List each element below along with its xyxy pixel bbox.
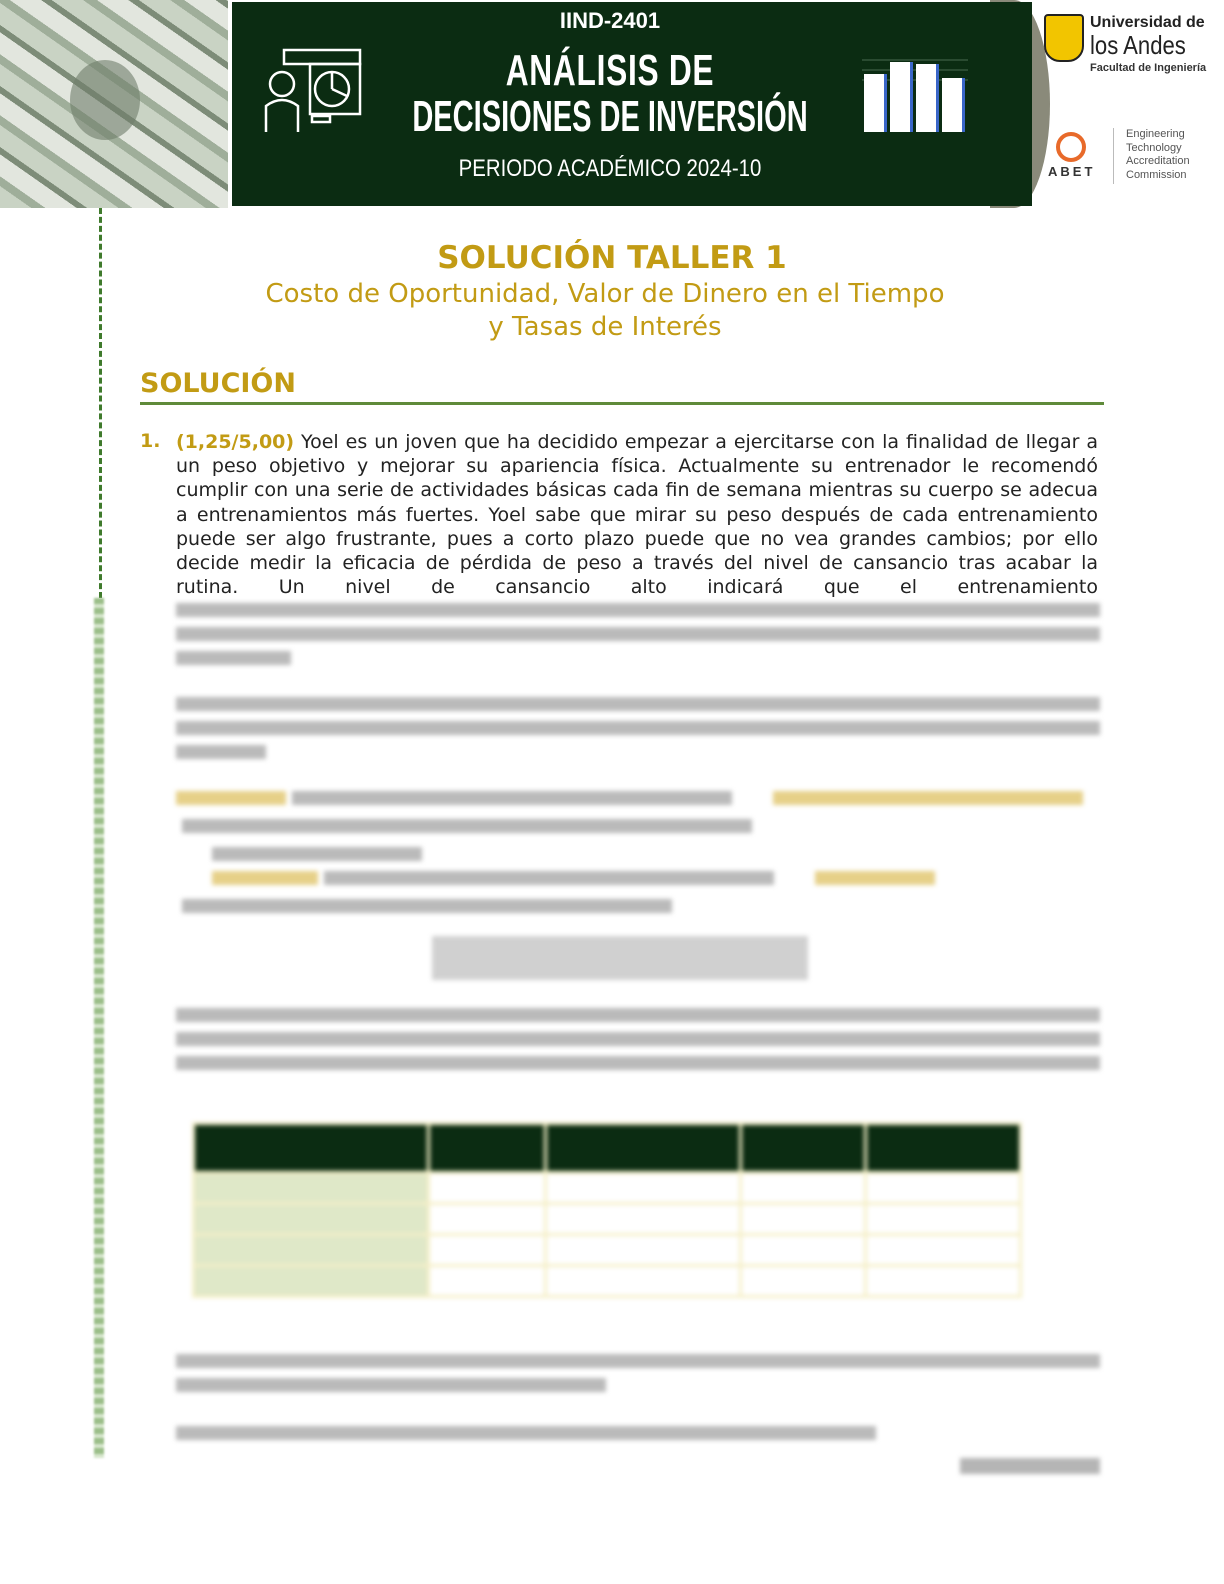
blurred-text	[176, 1354, 1100, 1450]
abet-line: Engineering	[1126, 128, 1185, 140]
blurred-table	[192, 1122, 1022, 1298]
logos	[1040, 0, 1224, 208]
document-subtitle: Costo de Oportunidad, Valor de Dinero en el Tiempo	[265, 279, 945, 309]
course-title-line1: ANÁLISIS DE	[505, 46, 715, 95]
faculty-name: Facultad de Ingeniería	[1090, 62, 1207, 74]
divider	[1113, 128, 1114, 184]
question-body: Yoel es un joven que ha decidido empezar a ejercitarse con la finalidad de llegar a un peso objetivo y mejorar su apariencia física. Actualmente su entrenador le recomendó cumplir con una serie de actividades básicas cada fin de semana mientras su cuerpo se adecua a entrenamientos más fuertes. Yoel sabe que mirar su peso después de cada entrenamiento puede ser algo frustrante, pues a corto plazo puede que no vea grandes cambios; por ello decide medir la eficacia de pérdida de peso a través del nivel de cansancio tras acabar la rutina. Un nivel de cansancio alto indicará que el entrenamiento	[176, 431, 1098, 599]
money-image	[0, 0, 228, 208]
abet-line: Commission	[1126, 168, 1187, 181]
margin-decoration	[94, 598, 104, 1458]
question-text	[176, 430, 1098, 599]
abet-ring-icon	[1056, 132, 1086, 162]
question-number: 1.	[140, 430, 161, 452]
blurred-equation	[432, 936, 808, 980]
question-points: (1,25/5,00)	[176, 431, 295, 453]
academic-period: PERIODO ACADÉMICO 2024-10	[458, 155, 762, 182]
blurred-page-number	[960, 1458, 1100, 1474]
abet-line: Accreditation	[1126, 155, 1190, 167]
presenter-icon	[262, 46, 372, 136]
course-title-line2: DECISIONES DE INVERSIÓN	[412, 92, 808, 141]
university-name-1: Universidad de	[1090, 14, 1205, 31]
document-subtitle: y Tasas de Interés	[488, 312, 722, 342]
uniandes-shield-icon	[1044, 14, 1084, 62]
abet-line: Technology	[1126, 141, 1182, 154]
abet-label: ABET	[1048, 164, 1096, 179]
document-title: SOLUCIÓN TALLER 1	[437, 240, 787, 276]
section-rule	[140, 402, 1104, 405]
blurred-text	[176, 603, 1100, 927]
course-code: IIND-2401	[559, 8, 661, 33]
abet-commission	[1126, 128, 1190, 182]
section-heading: SOLUCIÓN	[140, 368, 296, 399]
bar-chart-icon	[862, 54, 968, 134]
university-name-2: los Andes	[1090, 30, 1186, 60]
blurred-text	[176, 1008, 1100, 1080]
